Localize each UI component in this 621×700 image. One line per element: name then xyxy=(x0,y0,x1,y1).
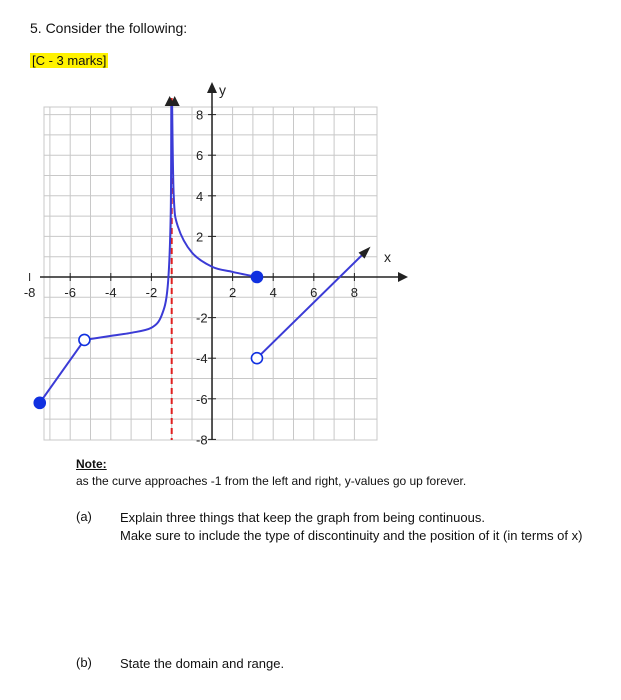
marks-badge: [C - 3 marks] xyxy=(32,53,107,68)
closed-endpoint xyxy=(251,272,262,283)
y-tick-label: -8 xyxy=(196,432,208,448)
part-b-text xyxy=(120,655,284,673)
part-a-label: (a) xyxy=(76,509,92,524)
curve-curve-right xyxy=(172,104,257,277)
note-heading: Note: xyxy=(76,457,107,471)
y-tick-label: 8 xyxy=(196,107,204,123)
part-b-line-1: State the domain and range. xyxy=(120,656,285,671)
note-text: as the curve approaches -1 from the left and right, y-values go up forever. xyxy=(76,474,467,488)
x-tick-label: 2 xyxy=(228,285,237,300)
open-endpoint xyxy=(251,353,262,364)
grid xyxy=(44,107,377,440)
x-tick-label: -2 xyxy=(145,285,158,300)
part-a-line-1: Explain three things that keep the graph from being continuous. xyxy=(120,510,485,525)
x-tick-label: 6 xyxy=(310,285,318,300)
y-tick-label: 2 xyxy=(196,229,204,245)
x-axis-arrow xyxy=(398,272,408,282)
y-tick-label: -2 xyxy=(196,310,208,326)
part-a-text xyxy=(120,509,582,545)
y-tick-label: -4 xyxy=(196,351,208,367)
x-tick-label: 4 xyxy=(269,285,277,300)
y-axis-arrow xyxy=(207,82,217,93)
y-axis-label: y xyxy=(219,82,226,98)
x-tick-label: -8 xyxy=(23,285,36,300)
closed-endpoint xyxy=(34,397,45,408)
curve-curve-left xyxy=(84,104,171,339)
curve-segment-left xyxy=(40,340,85,403)
part-a-line-2: Make sure to include the type of discontinuity and the position of it (in terms of x) xyxy=(120,528,583,543)
part-b-label: (b) xyxy=(76,655,92,670)
x-axis-label: x xyxy=(384,249,391,265)
question-title: 5. Consider the following: xyxy=(30,20,188,36)
axes xyxy=(40,82,408,440)
x-tick-label: -6 xyxy=(64,285,76,300)
open-endpoint xyxy=(79,334,90,345)
y-tick-label: -6 xyxy=(196,391,208,407)
x-tick-label: -4 xyxy=(105,285,117,300)
y-tick-label: 6 xyxy=(196,148,204,164)
y-tick-label: 4 xyxy=(196,188,204,204)
grid-frame xyxy=(44,107,377,440)
x-tick-label: 8 xyxy=(350,285,359,300)
